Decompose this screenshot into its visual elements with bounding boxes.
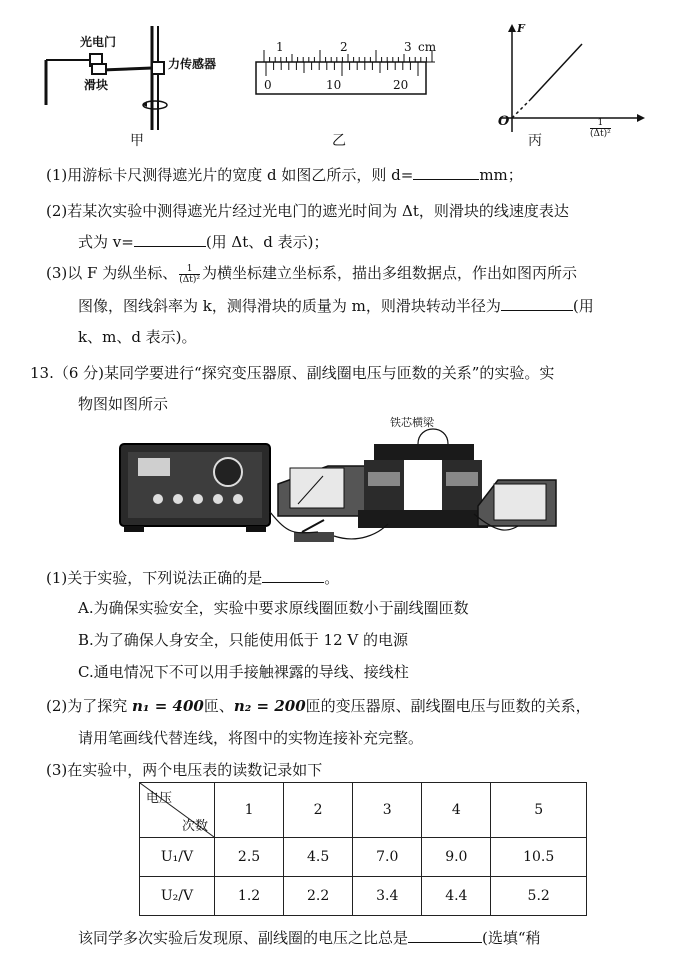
option-b: B.为了确保人身安全，只能使用低于 12 V 的电源 xyxy=(78,631,409,649)
table-header-row xyxy=(140,783,587,838)
vern-tick-10: 10 xyxy=(326,78,342,92)
main-unit: cm xyxy=(418,40,437,54)
q13-part1: (1)关于实验，下列说法正确的是 。 xyxy=(46,566,339,589)
answer-blank-choice[interactable] xyxy=(262,566,324,583)
table-cell: 2.2 xyxy=(284,877,353,916)
answer-blank-r[interactable] xyxy=(501,294,573,311)
q12-part3-line1: (3)以 F 为纵坐标、 $\frac{1}{\text{(Δt)²}}$ 为横坐标建立坐标系，描出多组数据点，作出如图丙所示 xyxy=(46,263,577,285)
figure-yi-caption: 乙 xyxy=(332,133,346,149)
table-cell: 9.0 xyxy=(422,838,491,877)
figure-jia xyxy=(40,20,240,135)
answer-blank-ratio[interactable] xyxy=(408,926,482,943)
figure-bing-caption: 丙 xyxy=(528,133,542,149)
axis-x-num: 1 xyxy=(590,118,611,129)
table-cell: 1.2 xyxy=(215,877,284,916)
table-cell: 2.5 xyxy=(215,838,284,877)
q13-conclusion: 该同学多次实验后发现原、副线圈的电压之比总是 (选填“稍 xyxy=(78,926,541,949)
q13-header-line1: 13.（6 分)某同学要进行“探究变压器原、副线圈电压与匝数的关系”的实验。实 xyxy=(30,364,555,382)
axis-x-den: (Δt)² xyxy=(590,129,611,139)
table-header: 5 xyxy=(491,783,587,838)
row-label: U₂/V xyxy=(140,877,215,916)
core-beam-label: 铁芯横梁 xyxy=(390,416,434,429)
main-tick-1: 1 xyxy=(276,40,284,54)
q13-header-line2: 物图如图所示 xyxy=(78,395,169,413)
vern-tick-20: 20 xyxy=(393,78,409,92)
origin-label: O xyxy=(498,114,510,129)
table-header: 2 xyxy=(284,783,353,838)
table-header: 1 xyxy=(215,783,284,838)
table-cell: 4.5 xyxy=(284,838,353,877)
sensor-label: 力传感器 xyxy=(168,57,217,71)
axis-f-label: F xyxy=(517,22,525,35)
table-row xyxy=(140,838,587,877)
main-tick-2: 2 xyxy=(340,40,348,54)
answer-blank-v[interactable] xyxy=(134,230,206,247)
axis-x-label xyxy=(590,118,611,139)
n1-value: n₁ = 400 xyxy=(132,697,204,715)
n2-value: n₂ = 200 xyxy=(233,697,306,715)
table-header: 4 xyxy=(422,783,491,838)
apparatus-photo xyxy=(118,414,558,554)
q13-part3: (3)在实验中，两个电压表的读数记录如下 xyxy=(46,761,323,779)
table-corner: 电压 次数 xyxy=(140,783,215,838)
table-cell: 4.4 xyxy=(422,877,491,916)
table-row xyxy=(140,877,587,916)
voltage-table xyxy=(139,782,587,916)
answer-blank-d[interactable] xyxy=(413,163,479,180)
q12-part1: (1)用游标卡尺测得遮光片的宽度 d 如图乙所示，则 d= mm； xyxy=(46,163,523,186)
table-cell: 3.4 xyxy=(353,877,422,916)
table-header: 3 xyxy=(353,783,422,838)
q12-part3-line3: k、m、d 表示)。 xyxy=(78,328,197,346)
q12-part3-line2: 图像，图线斜率为 k，测得滑块的质量为 m，则滑块转动半径为 (用 xyxy=(78,294,594,317)
row-label: U₁/V xyxy=(140,838,215,877)
option-c: C.通电情况下不可以用手接触裸露的导线、接线柱 xyxy=(78,663,409,681)
vern-tick-0: 0 xyxy=(264,78,272,92)
q12-part2-line2: 式为 v= (用 Δt、d 表示)； xyxy=(78,230,329,253)
q13-part2-line1: (2)为了探究 n₁ = 400匝、n₂ = 200匝的变压器原、副线圈电压与匝数的关系， xyxy=(46,697,591,715)
table-cell: 5.2 xyxy=(491,877,587,916)
inline-fraction: $\frac{1}{\text{(Δt)²}}$ xyxy=(179,263,200,285)
slider-label: 滑块 xyxy=(84,78,109,92)
photogate-label: 光电门 xyxy=(80,35,117,49)
figure-bing xyxy=(490,20,660,140)
q13-part2-line2: 请用笔画线代替连线，将图中的实物连接补充完整。 xyxy=(78,729,424,747)
table-cell: 10.5 xyxy=(491,838,587,877)
table-cell: 7.0 xyxy=(353,838,422,877)
option-a: A.为确保实验安全，实验中要求原线圈匝数小于副线圈匝数 xyxy=(78,599,469,617)
figure-jia-caption: 甲 xyxy=(130,133,144,149)
q12-part2-line1: (2)若某次实验中测得遮光片经过光电门的遮光时间为 Δt，则滑块的线速度表达 xyxy=(46,202,569,220)
main-tick-3: 3 xyxy=(404,40,412,54)
